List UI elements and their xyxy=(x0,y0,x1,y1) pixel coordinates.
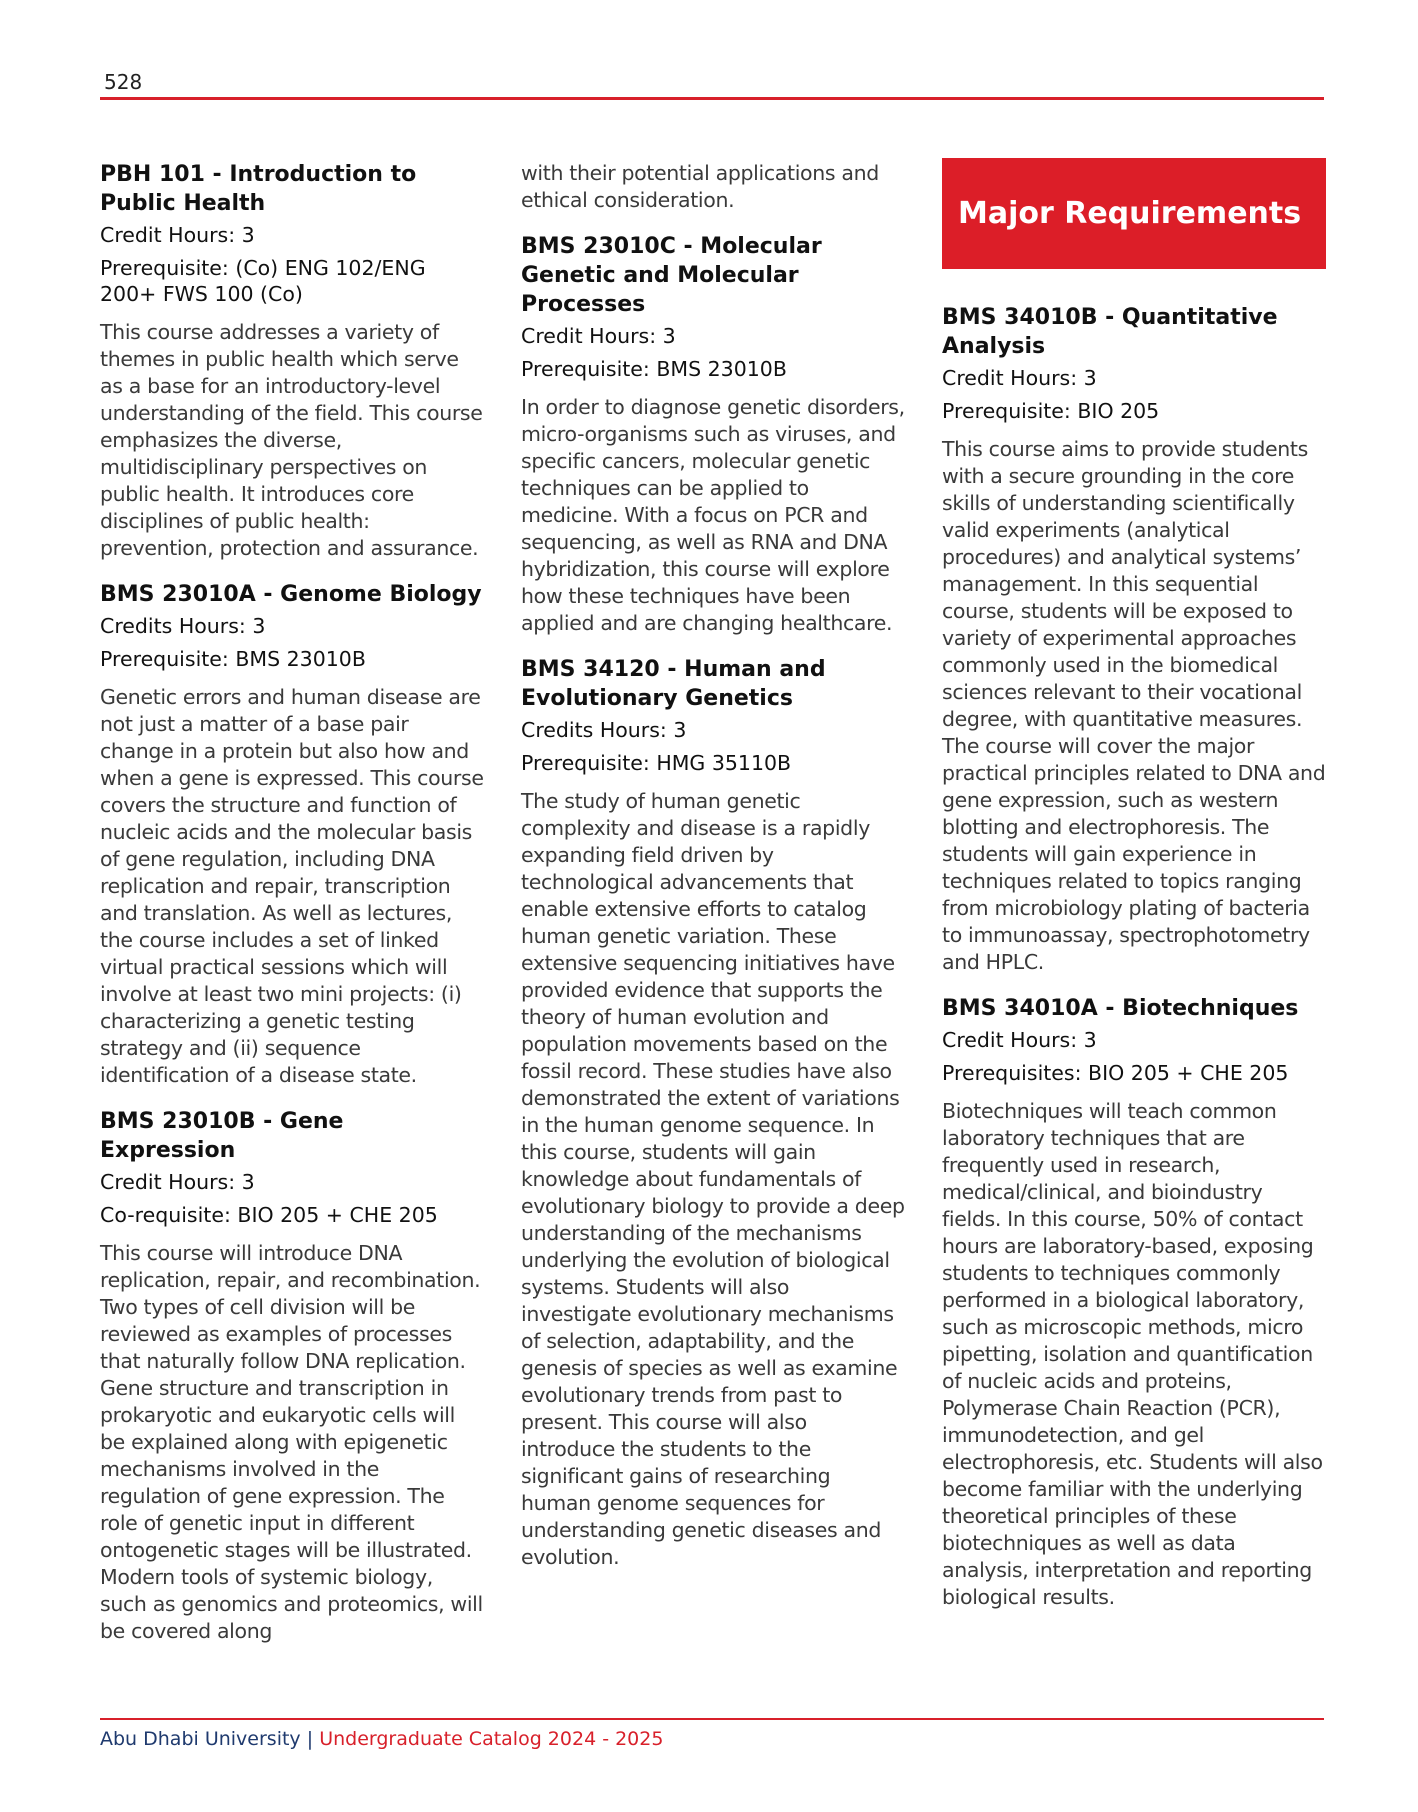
course-title: BMS 34010A - Biotechniques xyxy=(942,996,1299,1021)
prerequisite: Prerequisite: BMS 23010B xyxy=(100,647,366,671)
course-description: In order to diagnose genetic disorders, micro-organisms such as viruses, and specific cancers, molecular genetic techniques can be applied to medicine. With a focus on PCR and sequencing, as well as RNA and DNA hybridization, this course will explore how these techniques have been applied and are changing healthcare. xyxy=(521,395,905,635)
credit-hours: Credit Hours: 3 xyxy=(100,223,255,247)
credit-hours: Credit Hours: 3 xyxy=(521,324,676,348)
course-title: BMS 34120 - Human and Evolutionary Genetics xyxy=(521,657,826,711)
course-title: PBH 101 - Introduction to Public Health xyxy=(100,162,417,216)
course-pbh-101 xyxy=(100,160,484,562)
continued-description: with their potential applications and ethical consideration. xyxy=(521,161,879,212)
course-bms-23010c xyxy=(521,232,905,637)
course-description: Genetic errors and human disease are not just a matter of a base pair change in a protein but also how and when a gene is expressed. This course covers the structure and function of nucleic acids and the molecular basis of gene regulation, including DNA replication and repair, transcription and translation. As well as lectures, the course includes a set of linked virtual practical sessions which will involve at least two mini projects: (i) characterizing a genetic testing strategy and (ii) sequence identification of a disease state. xyxy=(100,685,484,1087)
column-3 xyxy=(942,160,1326,1629)
column-2 xyxy=(521,160,905,1589)
page-number: 528 xyxy=(104,70,143,94)
footer-catalog: Undergraduate Catalog 2024 - 2025 xyxy=(319,1728,664,1750)
credit-hours: Credits Hours: 3 xyxy=(521,718,687,742)
footer-university: Abu Dhabi University xyxy=(100,1728,301,1750)
corequisite: Co-requisite: BIO 205 + CHE 205 xyxy=(100,1203,438,1227)
prerequisite: Prerequisite: BIO 205 xyxy=(942,399,1160,423)
footer xyxy=(100,1728,663,1750)
course-title: BMS 23010B - Gene Expression xyxy=(100,1109,344,1163)
course-description: This course will introduce DNA replication, repair, and recombination. Two types of cell division will be reviewed as examples of processes that naturally follow DNA replication. Gene structure and transcription in prokaryotic and eukaryotic cells will be explained along with epigenetic mechanisms involved in the regulation of gene expression. The role of genetic input in different ontogenetic stages will be illustrated. Modern tools of systemic biology, such as genomics and proteomics, will be covered along xyxy=(100,1241,483,1643)
course-description: This course addresses a variety of themes in public health which serve as a base for an introductory-level understanding of the field. This course emphasizes the diverse, multidisciplinary perspectives on public health. It introduces core disciplines of public health: prevention, protection and assurance. xyxy=(100,320,483,560)
course-bms-23010b xyxy=(100,1107,484,1645)
course-description: The study of human genetic complexity and disease is a rapidly expanding field driven by technological advancements that enable extensive efforts to catalog human genetic variation. These extensive sequencing initiatives have provided evidence that supports the theory of human evolution and population movements based on the fossil record. These studies have also demonstrated the extent of variations in the human genome sequence. In this course, students will gain knowledge about fundamentals of evolutionary biology to provide a deep understanding of the mechanisms underlying the evolution of biological systems. Students will also investigate evolutionary mechanisms of selection, adaptability, and the genesis of species as well as examine evolutionary trends from past to present. This course will also introduce the students to the significant gains of researching human genome sequences for understanding genetic diseases and evolution. xyxy=(521,789,905,1569)
course-bms-34010b xyxy=(942,303,1326,976)
course-bms-34010a xyxy=(942,994,1326,1611)
prerequisite: Prerequisites: BIO 205 + CHE 205 xyxy=(942,1061,1289,1085)
course-bms-23010a xyxy=(100,580,484,1089)
credit-hours: Credit Hours: 3 xyxy=(100,1170,255,1194)
section-heading: Major Requirements xyxy=(958,196,1302,231)
course-description: Biotechniques will teach common laboratory techniques that are frequently used in research, medical/clinical, and bioindustry fields. In this course, 50% of contact hours are laboratory-based, exposing students to techniques commonly performed in a biological laboratory, such as microscopic methods, micro pipetting, isolation and quantification of nucleic acids and proteins, Polymerase Chain Reaction (PCR), immunodetection, and gel electrophoresis, etc. Students will also become familiar with the underlying theoretical principles of these biotechniques as well as data analysis, interpretation and reporting biological results. xyxy=(942,1099,1323,1609)
course-title: BMS 34010B - Quantitative Analysis xyxy=(942,305,1278,359)
prerequisite: Prerequisite: HMG 35110B xyxy=(521,751,792,775)
major-requirements-banner xyxy=(942,158,1326,269)
course-title: BMS 23010A - Genome Biology xyxy=(100,582,482,607)
footer-divider xyxy=(100,1718,1324,1720)
credit-hours: Credits Hours: 3 xyxy=(100,614,266,638)
course-bms-34120 xyxy=(521,655,905,1571)
course-title: BMS 23010C - Molecular Genetic and Molecular Processes xyxy=(521,234,822,317)
footer-separator: | xyxy=(306,1728,314,1750)
prerequisite: Prerequisite: (Co) ENG 102/ENG 200+ FWS 100 (Co) xyxy=(100,256,426,306)
credit-hours: Credit Hours: 3 xyxy=(942,366,1097,390)
column-1 xyxy=(100,160,484,1663)
course-description: This course aims to provide students with a secure grounding in the core skills of understanding scientifically valid experiments (analytical procedures) and analytical systems’ management. In this sequential course, students will be exposed to variety of experimental approaches commonly used in the biomedical sciences relevant to their vocational degree, with quantitative measures. The course will cover the major practical principles related to DNA and gene expression, such as western blotting and electrophoresis. The students will gain experience in techniques related to topics ranging from microbiology plating of bacteria to immunoassay, spectrophotometry and HPLC. xyxy=(942,437,1326,974)
credit-hours: Credit Hours: 3 xyxy=(942,1028,1097,1052)
header-divider xyxy=(100,97,1324,100)
prerequisite: Prerequisite: BMS 23010B xyxy=(521,357,787,381)
